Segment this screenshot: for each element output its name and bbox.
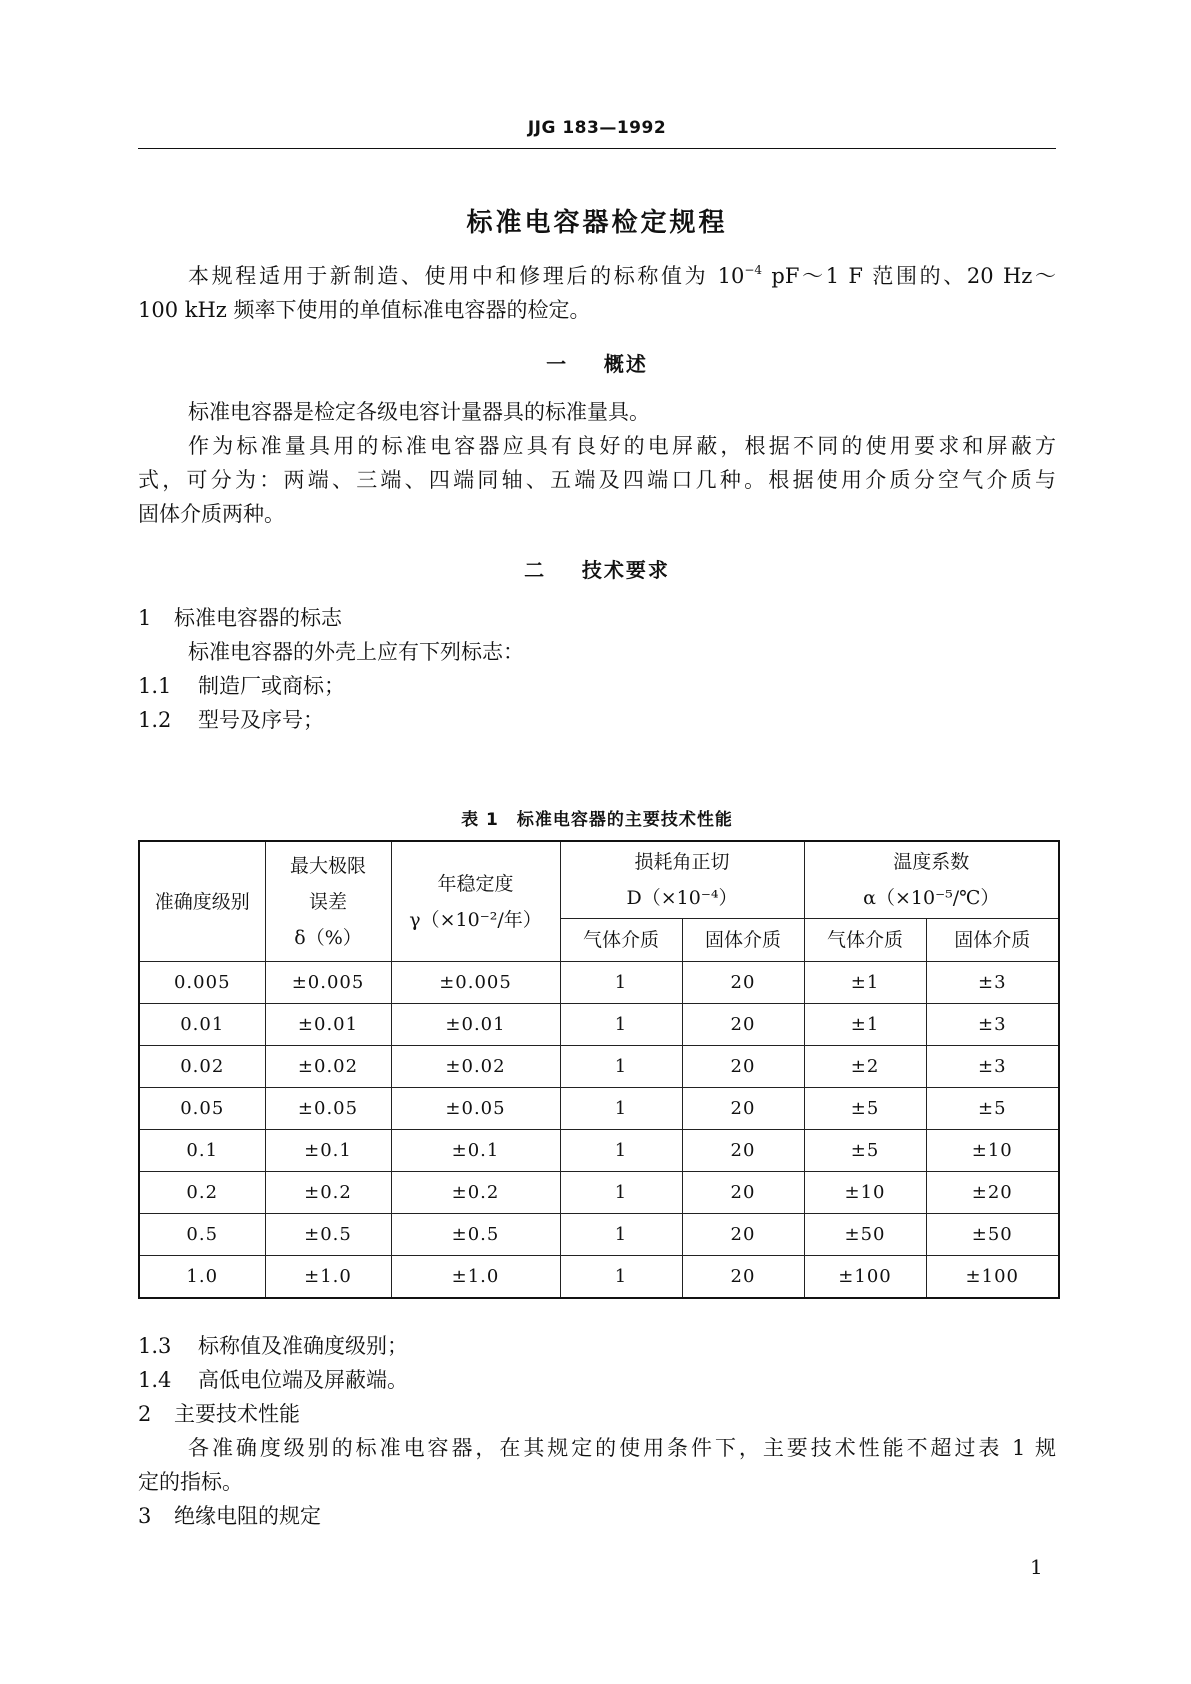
cell: 20 (682, 1004, 804, 1046)
cell: 1 (560, 1256, 682, 1299)
clause-3: 3 绝缘电阻的规定 (138, 1504, 321, 1528)
cell: ±10 (804, 1172, 926, 1214)
cell: 20 (682, 1172, 804, 1214)
cell: ±100 (804, 1256, 926, 1299)
header-loss-gas: 气体介质 (560, 919, 682, 962)
cell: ±0.1 (391, 1130, 560, 1172)
cell: ±0.01 (391, 1004, 560, 1046)
header-rule (138, 148, 1056, 149)
cell: ±0.5 (265, 1214, 391, 1256)
section-heading-requirements: 二 技术要求 (524, 558, 670, 582)
clause-2: 2 主要技术性能 (138, 1402, 300, 1426)
cell: ±10 (926, 1130, 1059, 1172)
cell: ±1 (804, 962, 926, 1004)
table-row (139, 962, 1059, 1004)
cell: ±0.005 (391, 962, 560, 1004)
header-loss-tangent: 损耗角正切 D（×10⁻⁴） (560, 841, 804, 919)
clause-1-1: 1.1 制造厂或商标； (138, 674, 345, 698)
cell: ±0.05 (265, 1088, 391, 1130)
cell: 0.1 (139, 1130, 265, 1172)
header-temp-coefficient: 温度系数 α（×10⁻⁵/℃） (804, 841, 1059, 919)
cell: 1 (560, 1088, 682, 1130)
cell: 1 (560, 1046, 682, 1088)
page-number: 1 (1030, 1555, 1043, 1579)
cell: ±0.5 (391, 1214, 560, 1256)
cell: 0.5 (139, 1214, 265, 1256)
cell: ±3 (926, 962, 1059, 1004)
table-caption: 表 1 标准电容器的主要技术性能 (461, 810, 733, 830)
table-row (139, 1214, 1059, 1256)
cell: ±50 (926, 1214, 1059, 1256)
overview-para-2-line-1: 作为标准量具用的标准电容器应具有良好的电屏蔽，根据不同的使用要求和屏蔽方 (188, 434, 1056, 458)
clause-2-desc-line-2: 定的指标。 (138, 1470, 243, 1494)
cell: ±0.05 (391, 1088, 560, 1130)
table-row (139, 1004, 1059, 1046)
clause-1-desc: 标准电容器的外壳上应有下列标志： (188, 640, 524, 664)
header-loss-solid: 固体介质 (682, 919, 804, 962)
cell: ±1 (804, 1004, 926, 1046)
table-row (139, 1256, 1059, 1299)
cell: ±0.1 (265, 1130, 391, 1172)
cell: 20 (682, 1214, 804, 1256)
cell: 0.01 (139, 1004, 265, 1046)
cell: 1 (560, 1130, 682, 1172)
table-row (139, 1046, 1059, 1088)
header-grade: 准确度级别 (139, 841, 265, 962)
header-stability: 年稳定度 γ（×10⁻²/年） (391, 841, 560, 962)
document-title: 标准电容器检定规程 (466, 208, 728, 238)
section-heading-overview: 一 概述 (546, 352, 648, 376)
cell: 0.05 (139, 1088, 265, 1130)
cell: 0.005 (139, 962, 265, 1004)
cell: ±5 (804, 1130, 926, 1172)
clause-1-2: 1.2 型号及序号； (138, 708, 324, 732)
cell: 1.0 (139, 1256, 265, 1299)
overview-para-2-line-3: 固体介质两种。 (138, 502, 285, 526)
cell: ±0.02 (391, 1046, 560, 1088)
cell: ±0.2 (391, 1172, 560, 1214)
cell: ±5 (926, 1088, 1059, 1130)
cell: ±0.01 (265, 1004, 391, 1046)
clause-1-3: 1.3 标称值及准确度级别； (138, 1334, 408, 1358)
clause-1: 1 标准电容器的标志 (138, 606, 342, 630)
table-row (139, 1172, 1059, 1214)
cell: ±3 (926, 1046, 1059, 1088)
cell: 1 (560, 1004, 682, 1046)
overview-para-2-line-2: 式，可分为：两端、三端、四端同轴、五端及四端口几种。根据使用介质分空气介质与 (138, 468, 1056, 492)
cell: ±3 (926, 1004, 1059, 1046)
cell: 20 (682, 1088, 804, 1130)
clause-2-desc-line-1: 各准确度级别的标准电容器，在其规定的使用条件下，主要技术性能不超过表 1 规 (188, 1436, 1056, 1460)
table-row (139, 1088, 1059, 1130)
cell: ±100 (926, 1256, 1059, 1299)
cell: 1 (560, 1214, 682, 1256)
spec-table (138, 840, 1060, 1299)
cell: 1 (560, 962, 682, 1004)
cell: ±5 (804, 1088, 926, 1130)
cell: 20 (682, 1256, 804, 1299)
cell: 20 (682, 962, 804, 1004)
intro-line-2: 100 kHz 频率下使用的单值标准电容器的检定。 (138, 298, 591, 322)
cell: ±0.005 (265, 962, 391, 1004)
cell: ±1.0 (391, 1256, 560, 1299)
table-row (139, 1130, 1059, 1172)
intro-line-1: 本规程适用于新制造、使用中和修理后的标称值为 $10^{-4}$ pF～1 F 范围的、20 Hz～ (188, 263, 1056, 288)
cell: 20 (682, 1130, 804, 1172)
header-temp-solid: 固体介质 (926, 919, 1059, 962)
header-max-error: 最大极限 误差 δ（%） (265, 841, 391, 962)
clause-1-4: 1.4 高低电位端及屏蔽端。 (138, 1368, 408, 1392)
cell: ±2 (804, 1046, 926, 1088)
cell: ±20 (926, 1172, 1059, 1214)
cell: ±0.2 (265, 1172, 391, 1214)
cell: ±0.02 (265, 1046, 391, 1088)
cell: ±1.0 (265, 1256, 391, 1299)
standard-code-header: JJG 183—1992 (527, 118, 667, 138)
cell: 1 (560, 1172, 682, 1214)
cell: ±50 (804, 1214, 926, 1256)
cell: 0.2 (139, 1172, 265, 1214)
cell: 0.02 (139, 1046, 265, 1088)
header-temp-gas: 气体介质 (804, 919, 926, 962)
cell: 20 (682, 1046, 804, 1088)
overview-para-1: 标准电容器是检定各级电容计量器具的标准量具。 (188, 400, 650, 424)
